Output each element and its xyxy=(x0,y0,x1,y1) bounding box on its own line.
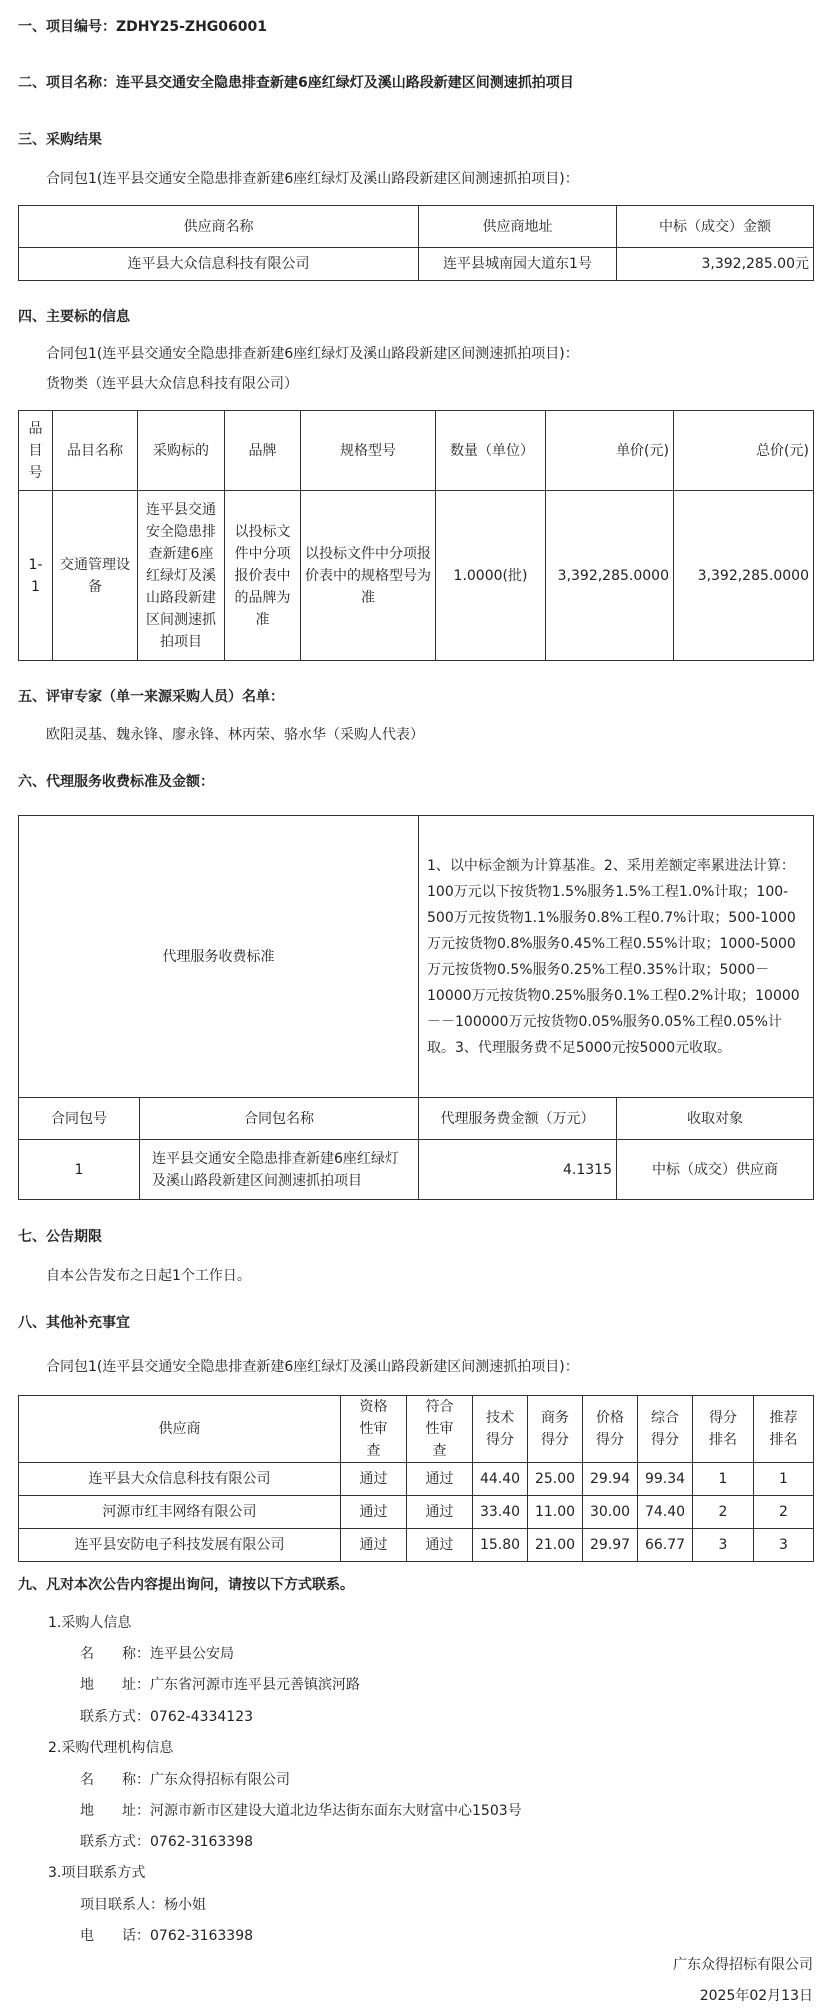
table-row: 代理服务收费标准 1、以中标金额为计算基准。2、采用差额定率累进法计算：100万元以下按货物1.5%服务1.5%工程1.0%计取；100-500万元按货物1.1%服务0.8%工程0.7%计取；500-1000万元按货物0.8%服务0.45%工程0.55%计取；1000-5000万元按货物0.5%服务0.25%工程0.35%计取；5000－10000万元按货物0.25%服务0.1%工程0.2%计取；10000－－100000万元按货物0.05%服务0.05%工程0.05%计取。3、代理服务费不足5000元按5000元收取。 xyxy=(19,816,814,1098)
agent-name: 名 称：广东众得招标有限公司 xyxy=(80,1772,290,1788)
buyer-phone: 联系方式：0762-4334123 xyxy=(80,1709,254,1725)
buyer-name: 名 称：连平县公安局 xyxy=(80,1646,234,1662)
agent-address: 地 址：河源市新市区建设大道北边华达街东面东大财富中心1503号 xyxy=(80,1803,522,1819)
table-header-row: 供应商 资格性审查 符合性审查 技术得分 商务得分 价格得分 综合得分 得分排名 推荐排名 xyxy=(19,1396,814,1463)
project-name: 连平县交通安全隐患排查新建6座红绿灯及溪山路段新建区间测速抓拍项目 xyxy=(116,75,574,91)
table-header-row: 合同包号 合同包名称 代理服务费金额（万元） 收取对象 xyxy=(19,1098,814,1140)
section-title-results: 三、采购结果 xyxy=(18,132,102,148)
project-name-line: 二、项目名称：连平县交通安全隐患排查新建6座红绿灯及溪山路段新建区间测速抓拍项目 xyxy=(18,75,574,91)
section-title-subject: 四、主要标的信息 xyxy=(18,309,130,325)
expert-names: 欧阳灵基、魏永锋、廖永锋、林丙荣、骆水华（采购人代表） xyxy=(46,727,424,743)
table-row: 连平县安防电子科技发展有限公司 通过 通过 15.80 21.00 29.97 66.77 3 3 xyxy=(19,1529,814,1562)
table-header-row: 供应商名称 供应商地址 中标（成交）金额 xyxy=(19,206,814,248)
project-number: ZDHY25-ZHG06001 xyxy=(116,19,267,35)
section-title-period: 七、公告期限 xyxy=(18,1229,102,1245)
agent-phone: 联系方式：0762-3163398 xyxy=(80,1834,254,1850)
fee-standard-table xyxy=(18,815,814,1098)
section-title-fees: 六、代理服务收费标准及金额： xyxy=(18,774,214,790)
buyer-title: 1.采购人信息 xyxy=(48,1615,132,1631)
project-contact-title: 3.项目联系方式 xyxy=(48,1865,146,1881)
fee-amount-table xyxy=(18,1097,814,1200)
table-row: 连平县大众信息科技有限公司 连平县城南园大道东1号 3,392,285.00元 xyxy=(19,248,814,281)
subject-type: 货物类（连平县大众信息科技有限公司） xyxy=(46,376,298,392)
section-title-contact: 九、凡对本次公告内容提出询问，请按以下方式联系。 xyxy=(18,1577,354,1593)
table-row: 连平县大众信息科技有限公司 通过 通过 44.40 25.00 29.94 99.34 1 1 xyxy=(19,1463,814,1496)
other-package: 合同包1(连平县交通安全隐患排查新建6座红绿灯及溪山路段新建区间测速抓拍项目)： xyxy=(46,1359,579,1375)
footer-organization: 广东众得招标有限公司 xyxy=(673,1957,813,1973)
score-table xyxy=(18,1395,814,1562)
period-text: 自本公告发布之日起1个工作日。 xyxy=(46,1268,251,1284)
table-row: 1 连平县交通安全隐患排查新建6座红绿灯及溪山路段新建区间测速抓拍项目 4.1315 中标（成交）供应商 xyxy=(19,1140,814,1200)
footer-date: 2025年02月13日 xyxy=(699,1988,813,2004)
results-table xyxy=(18,205,814,281)
subject-package: 合同包1(连平县交通安全隐患排查新建6座红绿灯及溪山路段新建区间测速抓拍项目)： xyxy=(46,346,579,362)
results-package: 合同包1(连平县交通安全隐患排查新建6座红绿灯及溪山路段新建区间测速抓拍项目)： xyxy=(46,171,579,187)
project-number-line: 一、项目编号：ZDHY25-ZHG06001 xyxy=(18,19,267,35)
buyer-address: 地 址：广东省河源市连平县元善镇滨河路 xyxy=(80,1677,360,1693)
section-title-experts: 五、评审专家（单一来源采购人员）名单： xyxy=(18,689,284,705)
project-contact-person: 项目联系人：杨小姐 xyxy=(80,1897,206,1913)
section-title-other: 八、其他补充事宜 xyxy=(18,1315,130,1331)
table-row: 1-1 交通管理设备 连平县交通安全隐患排查新建6座红绿灯及溪山路段新建区间测速抓拍项目 以投标文件中分项报价表中的品牌为准 以投标文件中分项报价表中的规格型号为准 1.0000(批) 3,392,285.0000 3,392,285.0000 xyxy=(19,491,814,661)
table-row: 河源市红丰网络有限公司 通过 通过 33.40 11.00 30.00 74.40 2 2 xyxy=(19,1496,814,1529)
project-contact-phone: 电 话：0762-3163398 xyxy=(80,1928,254,1944)
table-header-row: 品目号 品目名称 采购标的 品牌 规格型号 数量（单位） 单价(元) 总价(元) xyxy=(19,411,814,491)
agent-title: 2.采购代理机构信息 xyxy=(48,1740,174,1756)
subject-table xyxy=(18,410,814,661)
